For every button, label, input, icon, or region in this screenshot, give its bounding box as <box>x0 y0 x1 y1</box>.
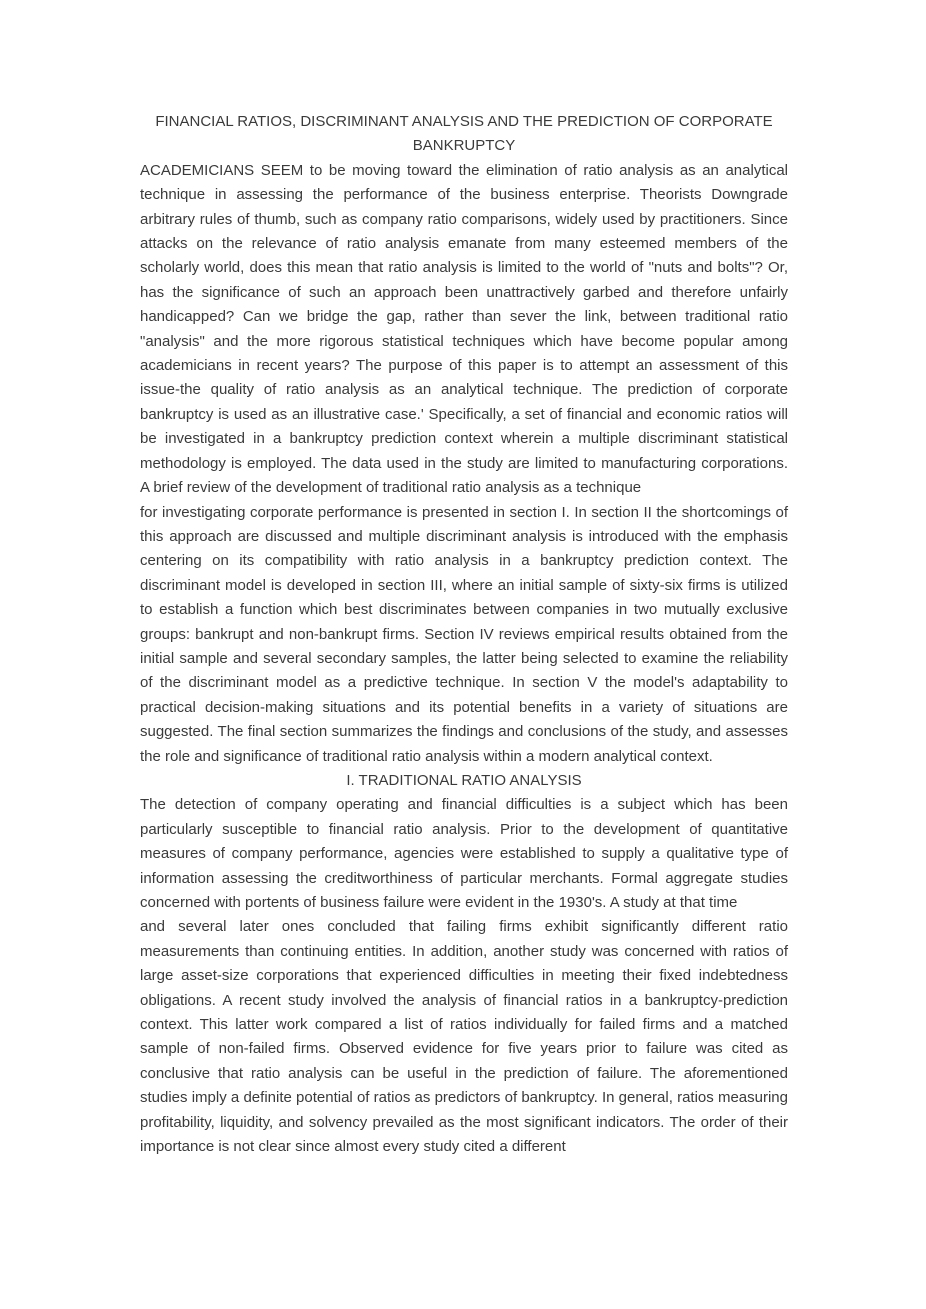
section-paragraph-2: and several later ones concluded that failing firms exhibit significantly different ratio measurements than continuing entities. In addition, another study was concerned with ratios of large asset-size corporations that experienced difficulties in meeting their fixed indebtedness obligations. A recent study involved the analysis of financial ratios in a bankruptcy-prediction context. This latter work compared a list of ratios individually for failed firms and a matched sample of non-failed firms. Observed evidence for five years prior to failure was cited as conclusive that ratio analysis can be useful in the prediction of failure. The aforementioned studies imply a definite potential of ratios as predictors of bankruptcy. In general, ratios measuring profitability, liquidity, and solvency prevailed as the most significant indicators. The order of their importance is not clear since almost every study cited a different <box>140 918 788 1156</box>
intro-paragraph-1: ACADEMICIANS SEEM to be moving toward the elimination of ratio analysis as an analytical technique in assessing the performance of the business enterprise. Theorists Downgrade arbitrary rules of thumb, such as company ratio comparisons, widely used by practitioners. Since attacks on the relevance of ratio analysis emanate from many esteemed members of the scholarly world, does this mean that ratio analysis is limited to the world of "nuts and bolts"? Or, has the significance of such an approach been unattractively garbed and therefore unfairly handicapped? Can we bridge the gap, rather than sever the link, between traditional ratio "analysis" and the more rigorous statistical techniques which have become popular among academicians in recent years? The purpose of this paper is to attempt an assessment of this issue-the quality of ratio analysis as an analytical technique. The prediction of corporate bankruptcy is used as an illustrative case.' Specifically, a set of financial and economic ratios will be investigated in a bankruptcy prediction context wherein a multiple discriminant statistical methodology is employed. The data used in the study are limited to manufacturing corporations. A brief review of the development of traditional ratio analysis as a technique <box>140 161 788 497</box>
section-heading-traditional-ratio-analysis: I. TRADITIONAL RATIO ANALYSIS <box>346 771 582 789</box>
paper-title: FINANCIAL RATIOS, DISCRIMINANT ANALYSIS AND THE PREDICTION OF CORPORATE BANKRUPTCY <box>155 113 773 155</box>
intro-paragraph-2: for investigating corporate performance is presented in section I. In section II the shortcomings of this approach are discussed and multiple discriminant analysis is introduced with the emphasis centering on its compatibility with ratio analysis in a bankruptcy prediction context. The discriminant model is developed in section III, where an initial sample of sixty-six firms is utilized to establish a function which best discriminates between companies in two mutually exclusive groups: bankrupt and non-bankrupt firms. Section IV reviews empirical results obtained from the initial sample and several secondary samples, the latter being selected to examine the reliability of the discriminant model as a predictive technique. In section V the model's adaptability to practical decision-making situations and its potential benefits in a variety of situations are suggested. The final section summarizes the findings and conclusions of the study, and assesses the role and significance of traditional ratio analysis within a modern analytical context. <box>140 503 788 765</box>
section-paragraph-1: The detection of company operating and financial difficulties is a subject which has been particularly susceptible to financial ratio analysis. Prior to the development of quantitative measures of company performance, agencies were established to supply a qualitative type of information assessing the creditworthiness of particular merchants. Formal aggregate studies concerned with portents of business failure were evident in the 1930's. A study at that time <box>140 796 788 911</box>
